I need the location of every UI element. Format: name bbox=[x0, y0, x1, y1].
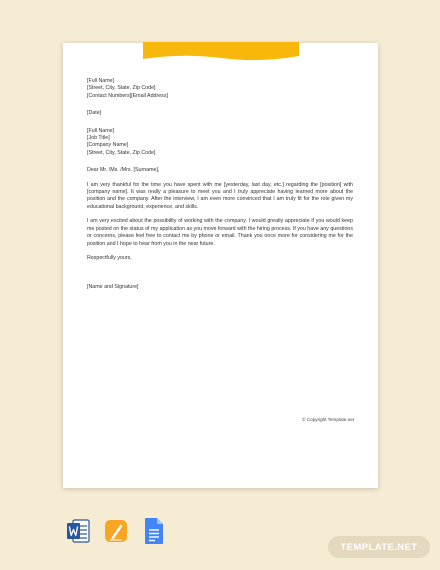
ribbon-decoration bbox=[143, 42, 299, 62]
letter-date: [Date] bbox=[87, 110, 102, 117]
paragraph-2: I am very excited about the possibility of working with the company. I would greatly appreciate if you would keep me posted on the status of my application as you move forward with the hiring process. If you have any questions or concerns, please feel free to contact me by phone or email. Thank you once more for considering me for the position and I hope to hear from you in the near future. bbox=[87, 218, 353, 247]
sender-contact: [Contact Numbers][Email Address] bbox=[87, 92, 168, 99]
recipient-name: [Full Name] bbox=[87, 127, 115, 134]
pages-icon[interactable] bbox=[104, 517, 128, 545]
sender-address: [Street, City, State, Zip Code] bbox=[87, 85, 156, 92]
letter-body bbox=[87, 78, 353, 292]
salutation: Dear Mr. /Ms. /Mrs. [Surname], bbox=[87, 167, 160, 174]
paragraph-1: I am very thankful for the time you have spent with me [yesterday, last day, etc.] regarding the [position] with [company name]. It was really a pleasure to meet you and I truly appreciate having learned more about the position and the company. After the interview, I am even more convinced that I am truly fit for the role given my educational background, experience, and skills. bbox=[87, 181, 353, 210]
app-icons bbox=[66, 517, 166, 545]
word-icon[interactable] bbox=[66, 517, 90, 545]
letter-page bbox=[63, 43, 378, 488]
closing: Respectfully yours, bbox=[87, 254, 132, 261]
signature: [Name and Signature] bbox=[87, 284, 139, 291]
recipient-address: [Street, City, State, Zip Code] bbox=[87, 149, 156, 156]
template-net-badge[interactable]: TEMPLATE.NET bbox=[328, 536, 430, 558]
sender-name: [Full Name] bbox=[87, 78, 115, 84]
google-docs-icon[interactable] bbox=[142, 517, 166, 545]
copyright-text: © Copyright Template.net bbox=[302, 417, 354, 422]
recipient-job-title: [Job Title] bbox=[87, 135, 110, 142]
recipient-company: [Company Name] bbox=[87, 142, 129, 149]
